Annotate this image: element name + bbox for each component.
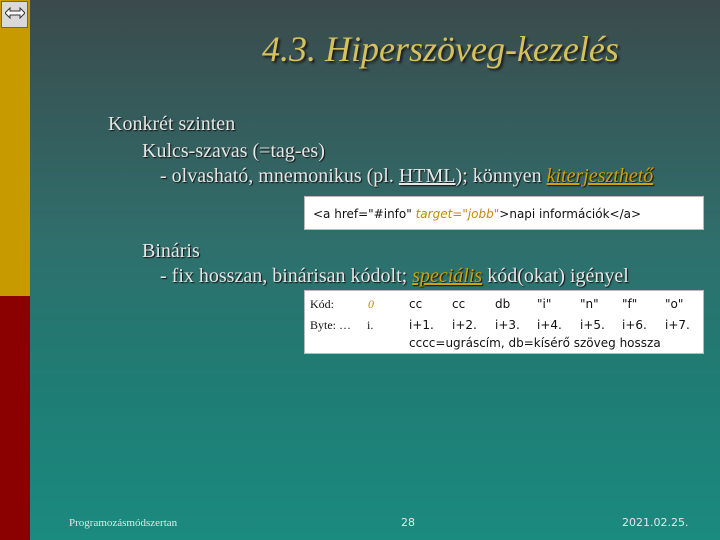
- olvashato-mid: ); könnyen: [455, 165, 547, 187]
- bullet-fix: [160, 265, 629, 288]
- binary-code-table: [304, 290, 704, 354]
- byte-value: i+4.: [537, 318, 562, 332]
- byte-i: i.: [367, 318, 374, 332]
- bullet-kulcs: Kulcs-szavas (=tag-es): [142, 140, 325, 162]
- kod-zero: 0: [368, 297, 374, 311]
- table-legend: cccc=ugráscím, db=kísérő szöveg hossza: [409, 336, 661, 350]
- bullet-konkret: Konkrét szinten: [108, 113, 236, 135]
- kod-value: cc: [452, 297, 466, 311]
- fix-pre: - fix hosszan, binárisan kódolt;: [160, 265, 413, 287]
- byte-value: i+5.: [580, 318, 605, 332]
- olvashato-pre: - olvasható, mnemonikus (pl.: [160, 165, 399, 187]
- code-a-open: <a href="#info": [313, 207, 416, 221]
- bullet-olvashato: [160, 165, 653, 188]
- byte-value: i+7.: [665, 318, 690, 332]
- specialis-highlight: speciális: [412, 265, 483, 287]
- byte-value: i+2.: [452, 318, 477, 332]
- code-rest: >napi információk</a>: [499, 207, 642, 221]
- html-code-example: [304, 196, 704, 230]
- footer-page-number: 28: [401, 516, 415, 529]
- byte-label: Byte: …: [310, 318, 351, 332]
- kiterjesztheto-highlight: kiterjeszthető: [546, 165, 654, 187]
- double-arrow-icon: [5, 6, 25, 24]
- html-link[interactable]: HTML: [398, 165, 456, 187]
- left-accent-bar-top: [0, 0, 30, 296]
- slide-title: 4.3. Hiperszöveg-kezelés: [262, 29, 619, 69]
- kod-value: "n": [580, 297, 599, 311]
- byte-value: i+6.: [622, 318, 647, 332]
- footer-course-name: Programozásmódszertan: [69, 517, 178, 529]
- kod-label: Kód:: [310, 297, 334, 311]
- byte-value: i+1.: [409, 318, 434, 332]
- byte-value: i+3.: [495, 318, 520, 332]
- bullet-binaris: Bináris: [142, 240, 200, 262]
- kod-value: "i": [537, 297, 552, 311]
- fix-post: kód(okat) igényel: [482, 265, 629, 287]
- left-accent-bar-bottom: [0, 296, 30, 540]
- kod-value: cc: [409, 297, 423, 311]
- footer-date: 2021.02.25.: [622, 516, 689, 529]
- kod-value: "f": [622, 297, 638, 311]
- kod-value: db: [495, 297, 511, 311]
- code-target-attr: target="jobb": [415, 207, 500, 221]
- kod-value: "o": [665, 297, 684, 311]
- nav-button[interactable]: [1, 1, 28, 28]
